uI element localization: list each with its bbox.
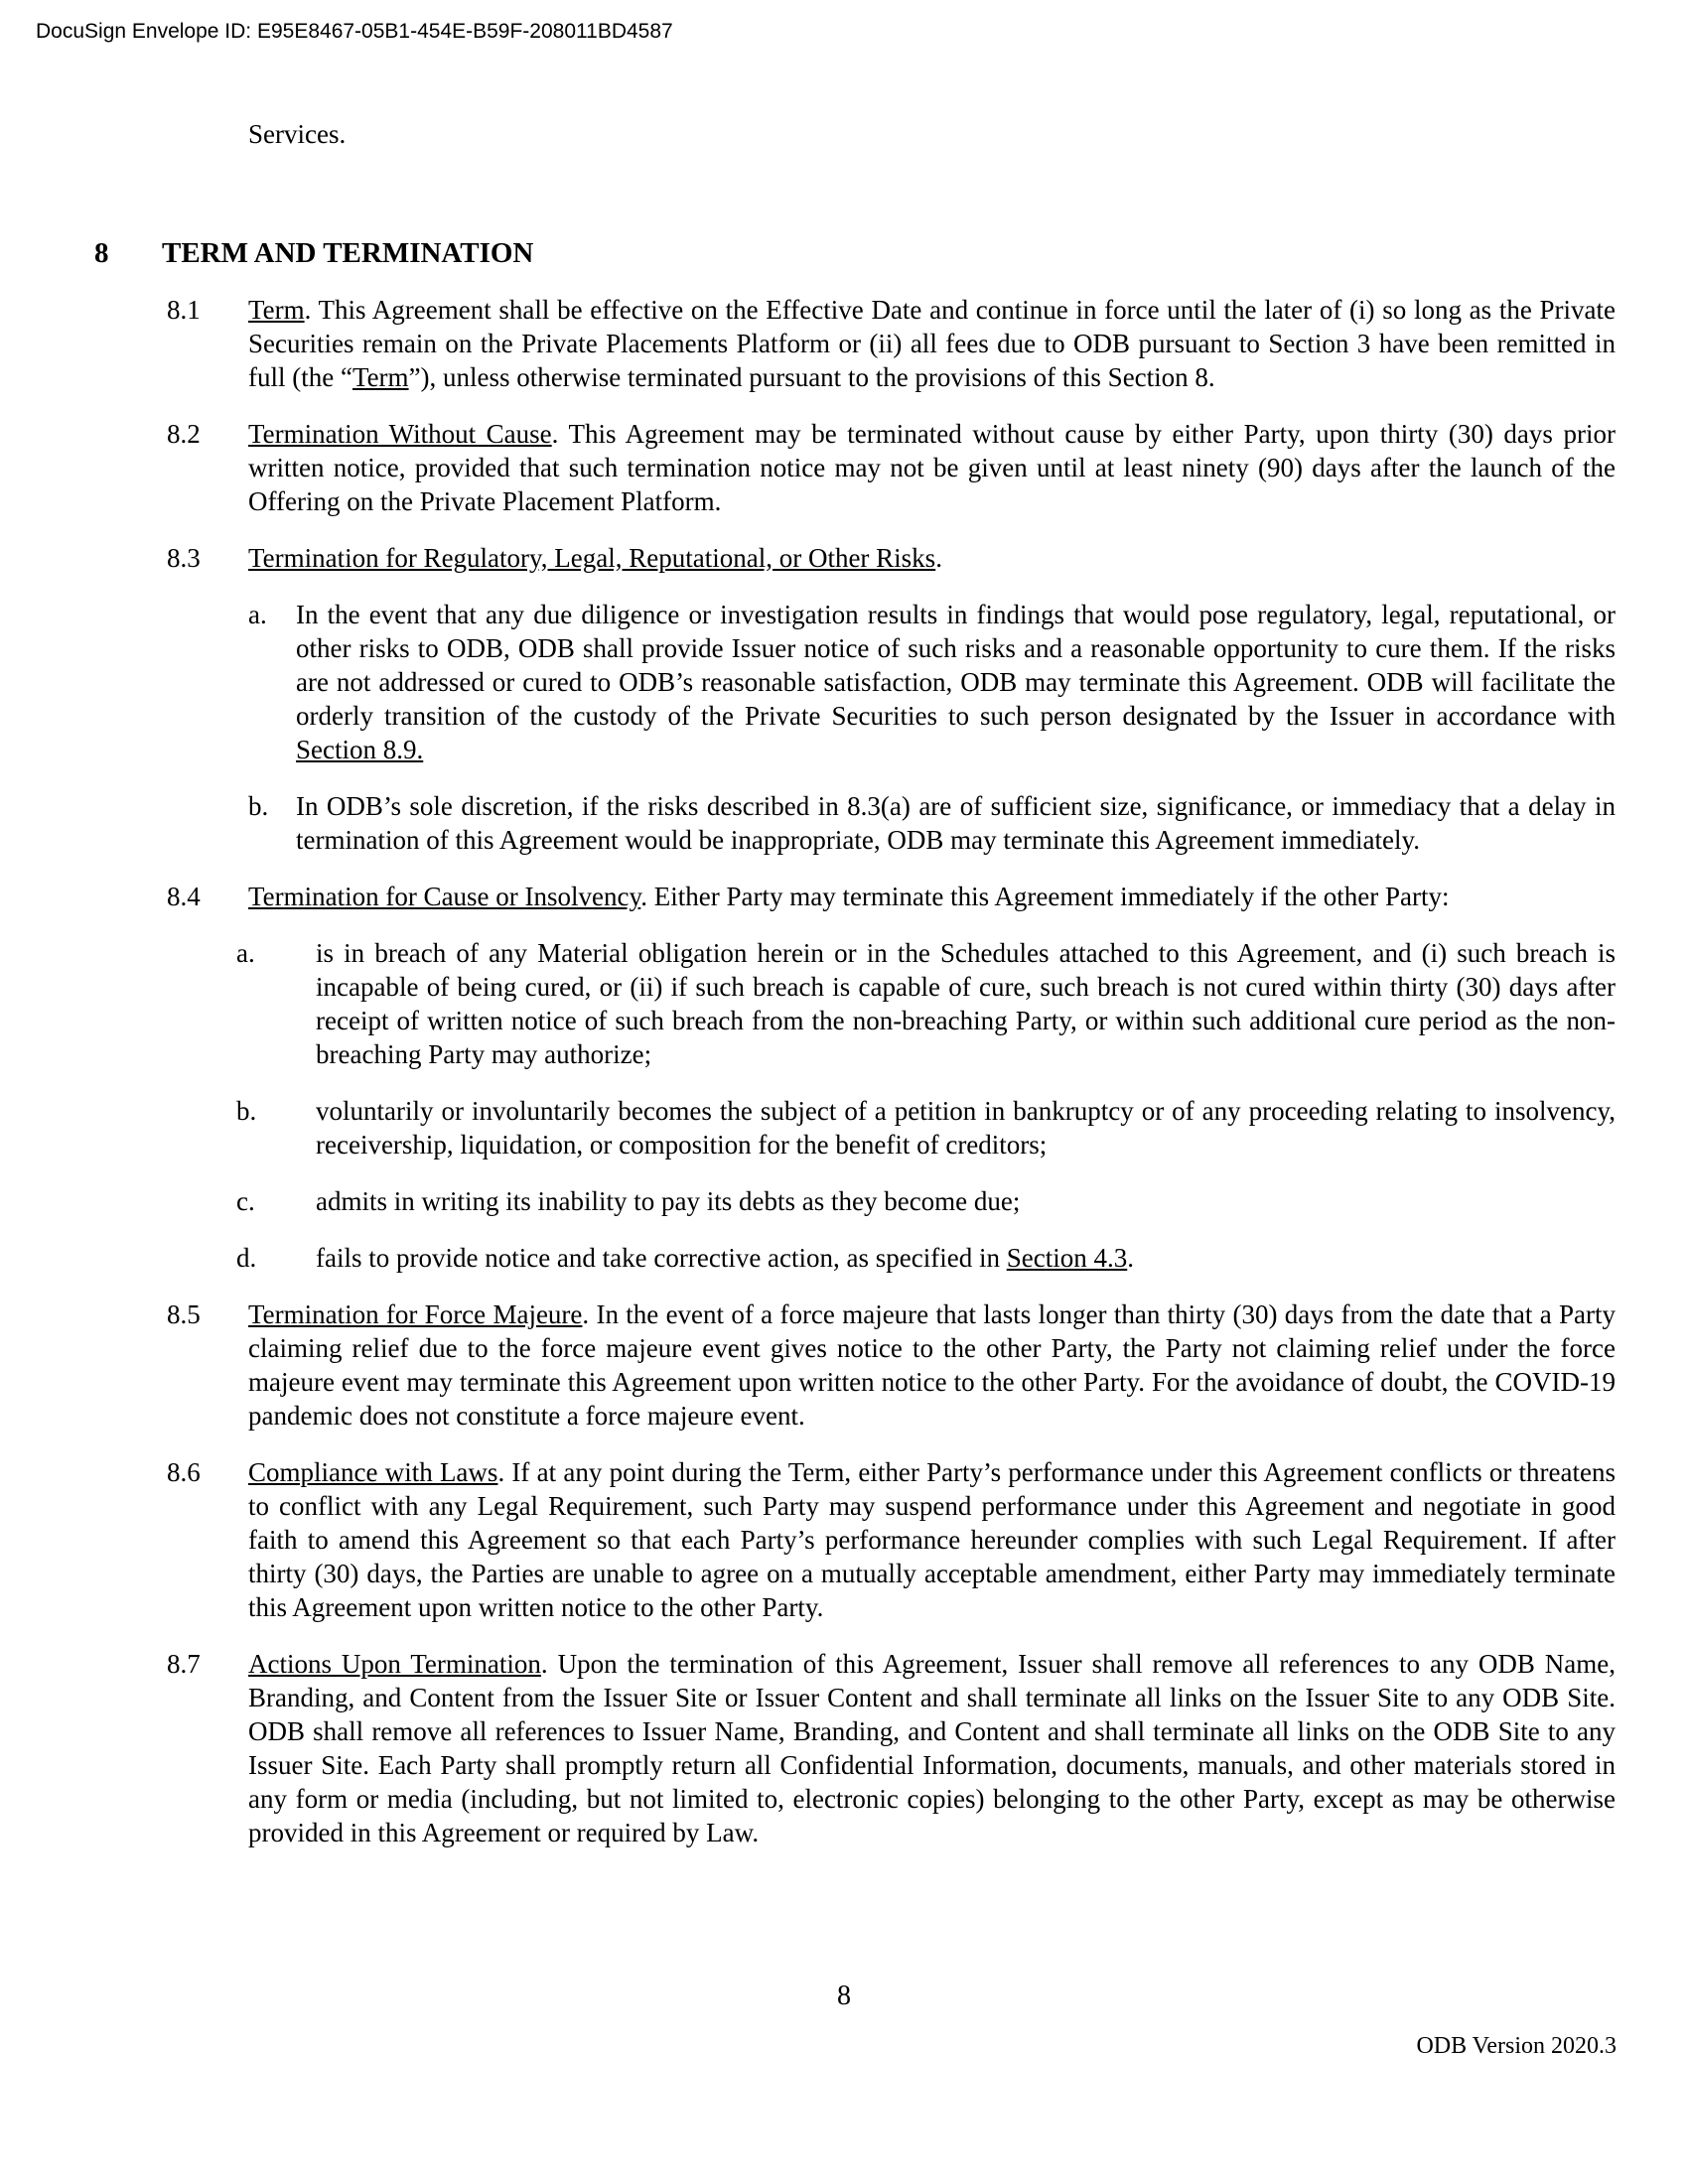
clause-8-2: [167, 417, 1616, 518]
text-run: . Either Party may terminate this Agreement immediately if the other Party:: [640, 882, 1450, 911]
clause-8-7: [167, 1647, 1616, 1849]
terms-list: [0, 293, 1688, 1849]
underlined-text-run: Termination for Regulatory, Legal, Reputational, or Other Risks: [248, 543, 936, 573]
clause-8-6: [167, 1455, 1617, 1624]
text-run: admits in writing its inability to pay its debts as they become due;: [316, 1186, 1021, 1216]
text-run: fails to provide notice and take corrective action, as specified in: [316, 1243, 1007, 1273]
subclause-8-4-a: [236, 936, 1616, 1071]
underlined-text-run: Termination for Cause or Insolvency: [248, 882, 641, 911]
clause-number: 8.3: [167, 543, 201, 573]
subclause-label: c.: [236, 1186, 255, 1216]
subclause-8-3-b: [248, 789, 1616, 857]
clause-number: 8.2: [167, 419, 201, 449]
section-heading: [94, 236, 1616, 271]
clause-text: [248, 419, 1616, 516]
clause-8-4: [167, 880, 1616, 913]
text-run: In ODB’s sole discretion, if the risks described in 8.3(a) are of sufficient size, significance, or immediacy that a delay in termination of this Agreement would be inappropriate, ODB may terminate this Agreement immediately.: [296, 791, 1616, 855]
docusign-envelope-id: DocuSign Envelope ID: E95E8467-05B1-454E-B59F-208011BD4587: [36, 20, 673, 43]
text-run: is in breach of any Material obligation herein or in the Schedules attached to this Agreement, and (i) such breach is incapable of being cured, or (ii) if such breach is capable of cure, such breach is not cured within thirty (30) days after receipt of written notice of such breach from the non-breaching Party, or within such additional cure period as the non-breaching Party may authorize;: [316, 938, 1616, 1069]
clause-number: 8.4: [167, 882, 201, 911]
underlined-text-run: Termination Without Cause: [248, 419, 552, 449]
text-run: ”), unless otherwise terminated pursuant to the provisions of this Section 8.: [408, 362, 1215, 392]
clause-8-1: [167, 293, 1616, 394]
clause-number: 8.7: [167, 1649, 201, 1679]
subclause-8-3-a: [248, 598, 1616, 766]
subclause-text: [316, 1243, 1134, 1273]
clause-8-3: [167, 541, 1616, 575]
text-run: . Upon the termination of this Agreement, Issuer shall remove all references to any ODB Name, Branding, and Content from the Issuer Site or Issuer Content and shall terminate all links on the Issuer Site to any ODB Site. ODB shall remove all references to Issuer Name, Branding, and Content and shall terminate all links on the ODB Site to any Issuer Site. Each Party shall promptly return all Confidential Information, documents, manuals, and other materials stored in any form or media (including, but not limited to, electronic copies) belonging to the other Party, except as may be otherwise provided in this Agreement or required by Law.: [248, 1649, 1616, 1847]
text-run: .: [1127, 1243, 1134, 1273]
clause-text: [248, 295, 1616, 392]
subclause-label: d.: [236, 1243, 257, 1273]
clause-text: [248, 1299, 1616, 1431]
clause-text: [248, 882, 1450, 911]
text-run: . This Agreement may be terminated without cause by either Party, upon thirty (30) days prior written notice, provided that such termination notice may not be given until at least ninety (90) days after the launch of the Offering on the Private Placement Platform.: [248, 419, 1616, 516]
clause-number: 8.6: [167, 1457, 201, 1487]
page-number: 8: [837, 1980, 851, 2011]
clause-number: 8.5: [167, 1299, 201, 1329]
clause-text: [248, 543, 942, 573]
subclause-label: a.: [236, 938, 255, 968]
section-number: 8: [94, 237, 109, 269]
subclause-text: [316, 1186, 1020, 1216]
subclause-8-4-c: [236, 1184, 1616, 1218]
subclause-text: [316, 1096, 1616, 1160]
clause-text: [248, 1649, 1616, 1847]
subclause-label: b.: [236, 1096, 257, 1126]
underlined-text-run: Term: [352, 362, 409, 392]
text-run: . If at any point during the Term, either Party’s performance under this Agreement conflicts or threatens to conflict with any Legal Requirement, such Party may suspend performance under this Agreement and negotiate in good faith to amend this Agreement so that each Party’s performance hereunder complies with such Legal Requirement. If after thirty (30) days, the Parties are unable to agree on a mutually acceptable amendment, either Party may immediately terminate this Agreement upon written notice to the other Party.: [248, 1457, 1617, 1622]
clause-text: [248, 1457, 1616, 1622]
underlined-text-run: Termination for Force Majeure: [248, 1299, 583, 1329]
subclause-text: [296, 600, 1616, 764]
subclause-label: b.: [248, 791, 269, 821]
subclause-label: a.: [248, 600, 267, 629]
text-run: . This Agreement shall be effective on the Effective Date and continue in force until the later of (i) so long as the Private Securities remain on the Private Placements Platform or (ii) all fees due to ODB pursuant to Section 3 have been remitted in full (the “: [248, 295, 1616, 392]
version-footer: ODB Version 2020.3: [1416, 2033, 1617, 2059]
text-run: In the event that any due diligence or investigation results in findings that would pose regulatory, legal, reputational, or other risks to ODB, ODB shall provide Issuer notice of such risks and a reasonable opportunity to cure them. If the risks are not addressed or cured to ODB’s reasonable satisfaction, ODB may terminate this Agreement. ODB will facilitate the orderly transition of the custody of the Private Securities to such person designated by the Issuer in accordance with: [296, 600, 1616, 731]
section-title: TERM AND TERMINATION: [162, 237, 534, 269]
subclause-text: [296, 791, 1616, 855]
underlined-text-run: Term: [248, 295, 305, 325]
underlined-text-run: Section 8.9.: [296, 735, 424, 764]
subclause-8-4-b: [236, 1094, 1616, 1161]
clause-number: 8.1: [167, 295, 201, 325]
text-run: .: [935, 543, 942, 573]
text-run: . In the event of a force majeure that lasts longer than thirty (30) days from the date that a Party claiming relief due to the force majeure event gives notice to the other Party, the Party not claiming relief under the force majeure event may terminate this Agreement upon written notice to the other Party. For the avoidance of doubt, the COVID-19 pandemic does not constitute a force majeure event.: [248, 1299, 1617, 1431]
underlined-text-run: Section 4.3: [1006, 1243, 1128, 1273]
underlined-text-run: Compliance with Laws: [248, 1457, 498, 1487]
previous-paragraph-continuation: Services.: [248, 119, 347, 149]
subclause-text: [316, 938, 1616, 1069]
clause-8-5: [167, 1297, 1617, 1433]
document-body: [0, 117, 1688, 1872]
subclause-8-4-d: [236, 1241, 1616, 1275]
text-run: voluntarily or involuntarily becomes the subject of a petition in bankruptcy or of any proceeding relating to insolvency, receivership, liquidation, or composition for the benefit of creditors;: [316, 1096, 1616, 1160]
underlined-text-run: Actions Upon Termination: [248, 1649, 541, 1679]
